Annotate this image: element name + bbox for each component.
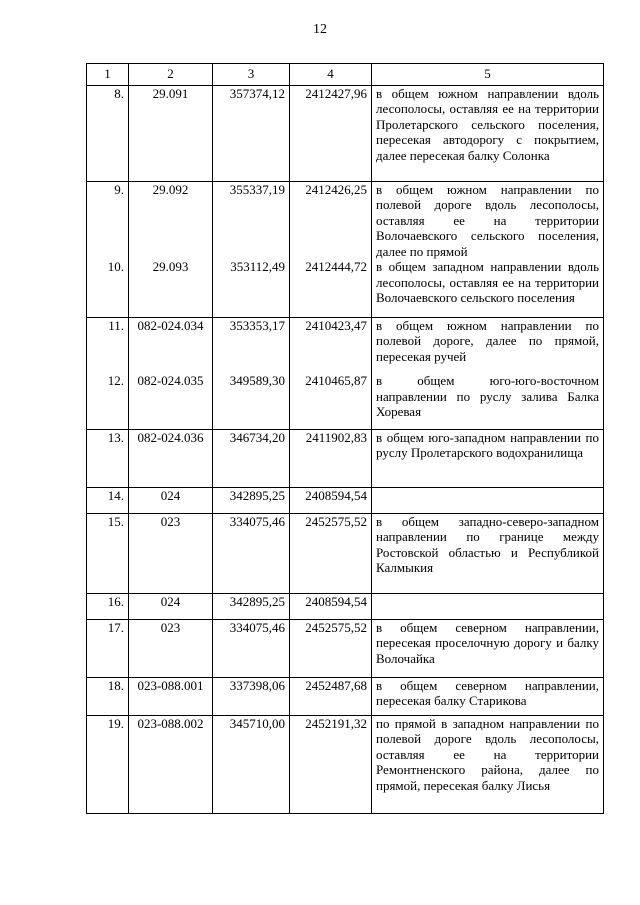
- table-row: [87, 317, 604, 373]
- point-id-cell: 024: [129, 593, 213, 619]
- header-cell: 3: [213, 64, 290, 86]
- boundary-table: [86, 63, 604, 814]
- x-coordinate-cell: 353353,17: [213, 317, 290, 373]
- table-row: [87, 373, 604, 429]
- description-cell: в общем западно-северо-западном направлении по границе между Ростовской областью и Республикой Калмыкия: [372, 513, 604, 593]
- x-coordinate-cell: 349589,30: [213, 373, 290, 429]
- page-number: 12: [313, 22, 327, 37]
- x-coordinate-cell: 334075,46: [213, 513, 290, 593]
- table-row: [87, 677, 604, 715]
- x-coordinate-cell: 342895,25: [213, 593, 290, 619]
- row-number-cell: 16.: [87, 593, 129, 619]
- y-coordinate-cell: 2452575,52: [290, 619, 372, 677]
- table-row: [87, 619, 604, 677]
- row-number-cell: 13.: [87, 429, 129, 487]
- row-number-cell: 11.: [87, 317, 129, 373]
- row-number-cell: 18.: [87, 677, 129, 715]
- y-coordinate-cell: 2452575,52: [290, 513, 372, 593]
- table-row: [87, 429, 604, 487]
- description-cell: в общем южном направлении по полевой дороге, далее по прямой, пересекая ручей: [372, 317, 604, 373]
- point-id-cell: 082-024.034: [129, 317, 213, 373]
- y-coordinate-cell: 2452191,32: [290, 715, 372, 813]
- point-id-cell: 023: [129, 619, 213, 677]
- header-cell: 1: [87, 64, 129, 86]
- description-cell: в общем южном направлении по полевой дороге вдоль лесополосы, оставляя ее на территории Волочаевского сельского поселения, далее по прямой: [372, 181, 604, 259]
- point-id-cell: 023-088.001: [129, 677, 213, 715]
- y-coordinate-cell: 2410423,47: [290, 317, 372, 373]
- row-number-cell: 17.: [87, 619, 129, 677]
- header-cell: 5: [372, 64, 604, 86]
- row-number-cell: 12.: [87, 373, 129, 429]
- point-id-cell: 023-088.002: [129, 715, 213, 813]
- x-coordinate-cell: 355337,19: [213, 181, 290, 259]
- description-cell: в общем южном направлении вдоль лесополосы, оставляя ее на территории Пролетарского сельского поселения, пересекая автодорогу с покрытием, далее пересекая балку Солонка: [372, 85, 604, 181]
- header-cell: 4: [290, 64, 372, 86]
- row-number-cell: 15.: [87, 513, 129, 593]
- x-coordinate-cell: 345710,00: [213, 715, 290, 813]
- description-cell: по прямой в западном направлении по полевой дороге вдоль лесополосы, оставляя ее на территории Ремонтненского района, далее по прямой, пересекая балку Лисья: [372, 715, 604, 813]
- row-number-cell: 19.: [87, 715, 129, 813]
- table-row: [87, 715, 604, 813]
- row-number-cell: 9.: [87, 181, 129, 259]
- point-id-cell: 082-024.035: [129, 373, 213, 429]
- description-cell: в общем юго-юго-восточном направлении по руслу залива Балка Хоревая: [372, 373, 604, 429]
- table-row: [87, 593, 604, 619]
- point-id-cell: 024: [129, 487, 213, 513]
- table-header-row: [87, 64, 604, 86]
- y-coordinate-cell: 2410465,87: [290, 373, 372, 429]
- description-cell: в общем северном направлении, пересекая проселочную дорогу и балку Волочайка: [372, 619, 604, 677]
- y-coordinate-cell: 2412426,25: [290, 181, 372, 259]
- row-number-cell: 8.: [87, 85, 129, 181]
- x-coordinate-cell: 357374,12: [213, 85, 290, 181]
- y-coordinate-cell: 2412444,72: [290, 259, 372, 317]
- y-coordinate-cell: 2411902,83: [290, 429, 372, 487]
- x-coordinate-cell: 342895,25: [213, 487, 290, 513]
- description-cell: [372, 593, 604, 619]
- header-cell: 2: [129, 64, 213, 86]
- table-row: [87, 513, 604, 593]
- point-id-cell: 023: [129, 513, 213, 593]
- point-id-cell: 29.091: [129, 85, 213, 181]
- y-coordinate-cell: 2408594,54: [290, 593, 372, 619]
- description-cell: в общем западном направлении вдоль лесополосы, оставляя ее на территории Волочаевского сельского поселения: [372, 259, 604, 317]
- row-number-cell: 10.: [87, 259, 129, 317]
- point-id-cell: 29.093: [129, 259, 213, 317]
- x-coordinate-cell: 353112,49: [213, 259, 290, 317]
- point-id-cell: 29.092: [129, 181, 213, 259]
- table-row: [87, 85, 604, 181]
- x-coordinate-cell: 346734,20: [213, 429, 290, 487]
- row-number-cell: 14.: [87, 487, 129, 513]
- y-coordinate-cell: 2412427,96: [290, 85, 372, 181]
- point-id-cell: 082-024.036: [129, 429, 213, 487]
- table-row: [87, 181, 604, 259]
- table-row: [87, 487, 604, 513]
- description-cell: [372, 487, 604, 513]
- x-coordinate-cell: 337398,06: [213, 677, 290, 715]
- description-cell: в общем юго-западном направлении по руслу Пролетарского водохранилища: [372, 429, 604, 487]
- description-cell: в общем северном направлении, пересекая балку Старикова: [372, 677, 604, 715]
- table-row: [87, 259, 604, 317]
- y-coordinate-cell: 2408594,54: [290, 487, 372, 513]
- y-coordinate-cell: 2452487,68: [290, 677, 372, 715]
- x-coordinate-cell: 334075,46: [213, 619, 290, 677]
